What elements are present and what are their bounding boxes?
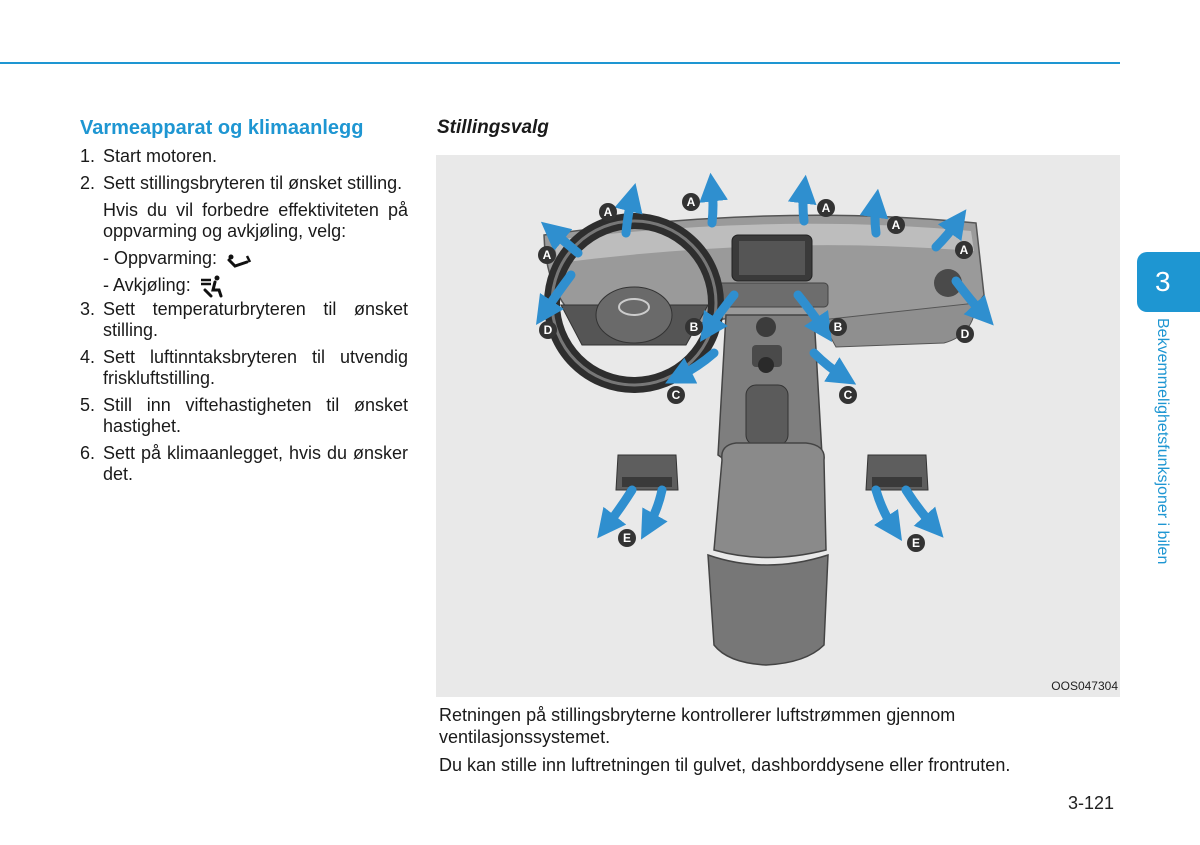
svg-text:A: A [603, 205, 613, 219]
step-5 [80, 395, 408, 437]
step-text: Still inn viftehastigheten til ønsket hastighet. [103, 395, 408, 436]
step-6 [80, 443, 408, 485]
step-2-note: Hvis du vil forbedre effektiviteten på oppvarming og avkjøling, velg: [103, 200, 408, 241]
step-1 [80, 146, 408, 167]
svg-text:C: C [843, 388, 853, 402]
label-b [829, 318, 847, 336]
label-a [817, 199, 835, 217]
chapter-label: Bekvemmelighetsfunksjoner i bilen [1154, 318, 1171, 565]
svg-text:A: A [821, 201, 831, 215]
chapter-number: 3 [1155, 266, 1171, 297]
label-a [538, 246, 556, 264]
step-number: 3. [80, 299, 96, 319]
cooling-label: - Avkjøling: [103, 275, 191, 295]
label-a [682, 193, 700, 211]
svg-text:D: D [543, 323, 553, 337]
svg-text:A: A [542, 248, 552, 262]
steps-list [80, 146, 408, 491]
step-number: 5. [80, 395, 96, 415]
svg-text:B: B [833, 320, 843, 334]
step-number: 6. [80, 443, 96, 463]
label-b [685, 318, 703, 336]
step-2 [80, 173, 408, 194]
top-rule [0, 62, 1120, 64]
heating-option [80, 245, 408, 272]
label-e [907, 534, 925, 552]
step-text: Sett luftinntaksbryteren til utvendig friskluftstilling. [103, 347, 408, 388]
caption-paragraph: Du kan stille inn luftretningen til gulvet, dashborddysene eller frontruten. [439, 755, 1011, 775]
svg-text:C: C [671, 388, 681, 402]
heating-label: - Oppvarming: [103, 248, 218, 268]
label-d [539, 321, 557, 339]
airflow-figure [436, 155, 1120, 697]
step-text: Sett temperaturbryteren til ønsket stilling. [103, 299, 408, 340]
label-a [599, 203, 617, 221]
svg-text:B: B [689, 320, 699, 334]
svg-text:A: A [959, 243, 969, 257]
label-a [955, 241, 973, 259]
svg-text:E: E [622, 531, 632, 545]
cooling-option [80, 272, 408, 299]
label-c [839, 386, 857, 404]
page-number: 3-121 [1068, 793, 1115, 813]
step-text: Sett på klimaanlegget, hvis du ønsker det. [103, 443, 408, 484]
step-number: 1. [80, 146, 96, 166]
step-number: 4. [80, 347, 96, 367]
step-text: Start motoren. [103, 146, 218, 166]
face-mode-icon [199, 274, 227, 298]
step-4 [80, 347, 408, 389]
section-title: Varmeapparat og klimaanlegg [80, 117, 364, 139]
step-3 [80, 299, 408, 341]
label-e [618, 529, 636, 547]
step-number: 2. [80, 173, 96, 193]
svg-text:A: A [891, 218, 901, 232]
svg-text:D: D [960, 327, 970, 341]
caption-paragraph: Retningen på stillingsbryterne kontrollerer luftstrømmen gjennom ventilasjonssystemet. [439, 705, 956, 747]
figure-title: Stillingsvalg [437, 117, 549, 138]
figure-caption [439, 704, 1099, 782]
step-text: Sett stillingsbryteren til ønsket stilling. [103, 173, 403, 193]
label-c [667, 386, 685, 404]
svg-text:A: A [686, 195, 696, 209]
svg-text:E: E [911, 536, 921, 550]
dashboard-illustration [436, 155, 1120, 697]
label-a [887, 216, 905, 234]
figure-code: OOS047304 [1051, 679, 1118, 693]
label-d [956, 325, 974, 343]
floor-mode-icon [225, 248, 253, 270]
